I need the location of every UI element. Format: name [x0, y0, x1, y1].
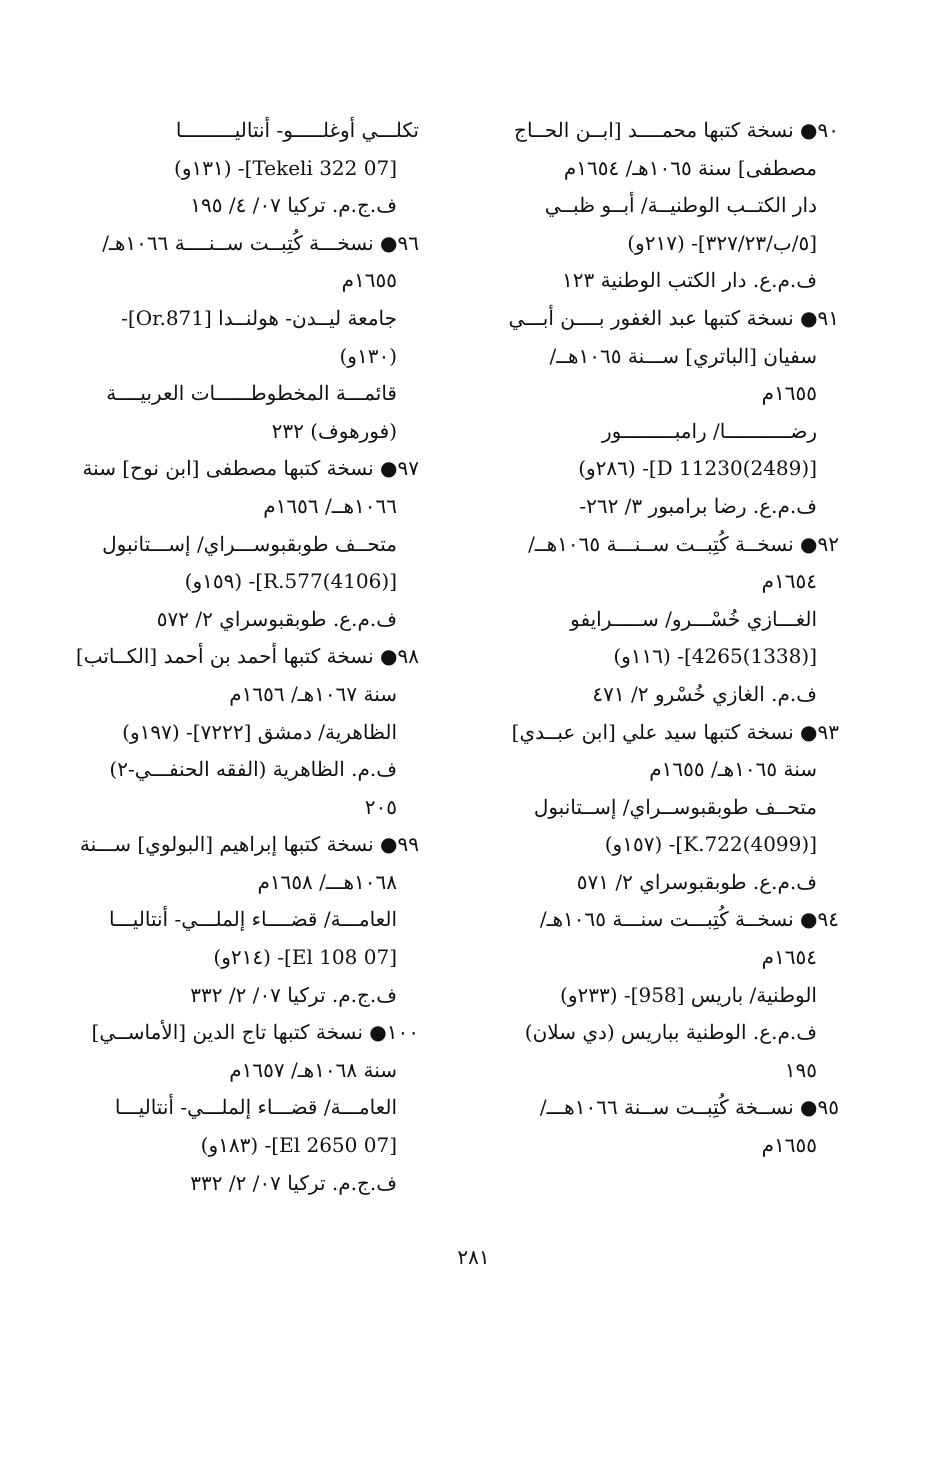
entry-detail-line: ١٦٥٥م — [761, 1133, 817, 1158]
entry-detail-line: قائمـــة المخطوطــــــات العربيــــة — [106, 381, 397, 406]
entry-heading-line: ٩٢● نسخــة كُتِبــت ســنـــة ١٠٦٥هــ/ — [528, 531, 839, 556]
entry-detail-line: ١٠٦٨هـــ/ ١٦٥٨م — [257, 869, 397, 894]
catalog-entry — [502, 300, 839, 526]
catalog-entry — [82, 450, 419, 638]
entry-detail-line: متحــف طوبقبوســـراي/ إســـتانبول — [102, 531, 397, 556]
catalog-entry — [502, 112, 839, 300]
entry-detail-line: ف.ج.م. تركيا ٠٧/ ٢/ ٣٣٢ — [190, 1170, 397, 1195]
entry-detail-line: ١٦٥٤م — [761, 945, 817, 970]
entry-detail-line: ف.م.ع. طوبقبوسراي ٢/ ٥٧٢ — [156, 606, 397, 631]
catalog-entry — [75, 638, 419, 826]
entry-detail-line: ف.م.ع. رضا برامبور ٣/ ٢٦٢- — [579, 493, 817, 518]
catalog-entry — [86, 225, 419, 451]
entry-detail-line: ١٦٥٤م — [761, 569, 817, 594]
entry-detail-line: ١٦٥٥م — [761, 381, 817, 406]
entry-heading-line: ٩٣● نسخة كتبها سيد علي [ابن عبــدي] — [511, 719, 839, 744]
entry-heading-line: ٩٦● نسخـــة كُتِبــت ســنــــة ١٠٦٦هـ/ — [102, 230, 419, 255]
entry-detail-line: [07 El 108]- (٢١٤و) — [213, 945, 397, 970]
entry-detail-line: ١٦٥٥م — [341, 268, 397, 293]
catalog-entry — [86, 1014, 419, 1202]
entry-heading-line: ٩٧● نسخة كتبها مصطفى [ابن نوح] سنة — [82, 456, 419, 481]
catalog-entry — [79, 826, 419, 1014]
entry-heading-line: ٩٨● نسخة كتبها أحمد بن أحمد [الكــاتب] — [75, 644, 419, 669]
entry-detail-line: متحــف طوبقبوســراي/ إســتانبول — [533, 794, 817, 819]
entry-detail-line: [07 El 2650]- (١٨٣و) — [200, 1133, 397, 1158]
entry-detail-line: ف.م.ع. دار الكتب الوطنية ١٢٣ — [562, 268, 817, 293]
entry-detail-line: جامعة ليــدن- هولنــدا [Or.871]- — [121, 305, 397, 330]
entry-detail-line: دار الكتــب الوطنيــة/ أبــو ظبــي — [544, 193, 817, 218]
page-number: ٢٨١ — [457, 1245, 490, 1269]
entry-detail-line: [(2489)11230 D]- (٢٨٦و) — [578, 456, 817, 481]
entry-detail-line: سنة ١٠٦٨هـ/ ١٦٥٧م — [229, 1057, 397, 1082]
entry-detail-line: [٥/ب/٣٢٧/٢٣]- (٢١٧و) — [627, 230, 817, 255]
entry-detail-line: ف.ج.م. تركيا ٠٧/ ٢/ ٣٣٢ — [190, 982, 397, 1007]
catalog-entry — [502, 714, 839, 902]
entry-detail-line: سفيان [الباتري] ســـنة ١٠٦٥هــ/ — [549, 343, 817, 368]
entry-detail-line: (١٣٠و) — [339, 343, 397, 368]
entry-heading-line: تكلـــي أوغلـــــو- أنتاليـــــــــا — [175, 118, 419, 142]
entry-detail-line: ف.م. الغازي خُسْرو ٢/ ٤٧١ — [592, 681, 817, 706]
entry-heading-line: ١٠٠● نسخة كتبها تاج الدين [الأماســي] — [91, 1020, 419, 1045]
entry-detail-line: الظاهرية/ دمشق [٧٢٢٢]- (١٩٧و) — [122, 719, 397, 744]
entry-detail-line: العامـــة/ قضـــاء إلملـــي- أنتاليـــا — [114, 1095, 397, 1120]
entry-detail-line: ف.ج.م. تركيا ٠٧/ ٤/ ١٩٥ — [190, 193, 397, 218]
entry-detail-line: العامـــة/ قضــــاء إلملـــي- أنتاليـــا — [109, 907, 397, 932]
entry-detail-line: [(4106)R.577]- (١٥٩و) — [184, 569, 397, 594]
entry-detail-line: الغـــازي خُسْـــرو/ ســـــرايفو — [570, 606, 817, 631]
catalog-entry — [502, 526, 839, 714]
right-column — [502, 112, 839, 1165]
entry-heading-line: ٩٩● نسخة كتبها إبراهيم [البولوي] ســـنة — [79, 832, 419, 857]
entry-detail-line: مصطفى] سنة ١٠٦٥هـ/ ١٦٥٤م — [563, 155, 817, 180]
entry-detail-line: ١٩٥ — [784, 1057, 817, 1082]
catalog-entry — [86, 112, 419, 225]
entry-detail-line: ف.م. الظاهرية (الفقه الحنفـــي-٢) — [109, 757, 397, 782]
entry-heading-line: ٩٠● نسخة كتبها محمــــد [ابــن الحــاج — [514, 118, 839, 142]
entry-detail-line: سنة ١٠٦٧هـ/ ١٦٥٦م — [229, 681, 397, 706]
entry-detail-line: [(4099)K.722]- (١٥٧و) — [604, 832, 817, 857]
entry-heading-line: ٩٤● نسخــة كُتِبـــت سنـــة ١٠٦٥هـ/ — [539, 907, 839, 932]
catalog-entry — [502, 901, 839, 1089]
entry-detail-line: ٢٠٥ — [364, 794, 397, 819]
entry-detail-line: [07 Tekeli 322]- (١٣١و) — [174, 155, 397, 180]
entry-detail-line: ف.م.ع. الوطنية بباريس (دي سلان) — [524, 1020, 817, 1045]
entry-heading-line: ٩٥● نســخة كُتِبــت ســنة ١٠٦٦هـــ/ — [539, 1095, 839, 1120]
entry-heading-line: ٩١● نسخة كتبها عبد الغفور بــــن أبـــي — [508, 305, 839, 330]
catalog-entry — [502, 1089, 839, 1164]
left-column — [75, 112, 419, 1202]
entry-detail-line: سنة ١٠٦٥هـ/ ١٦٥٥م — [649, 757, 817, 782]
entry-detail-line: رضـــــــــــا/ رامبـــــــــور — [602, 418, 817, 443]
entry-detail-line: ١٠٦٦هــ/ ١٦٥٦م — [263, 493, 397, 518]
entry-detail-line: الوطنية/ باريس [958]- (٢٣٣و) — [560, 982, 817, 1007]
entry-detail-line: (فورهوف) ٢٣٢ — [271, 418, 397, 443]
entry-detail-line: ف.م.ع. طوبقبوسراي ٢/ ٥٧١ — [576, 869, 817, 894]
entry-detail-line: [(1338)4265]- (١١٦و) — [613, 644, 817, 669]
